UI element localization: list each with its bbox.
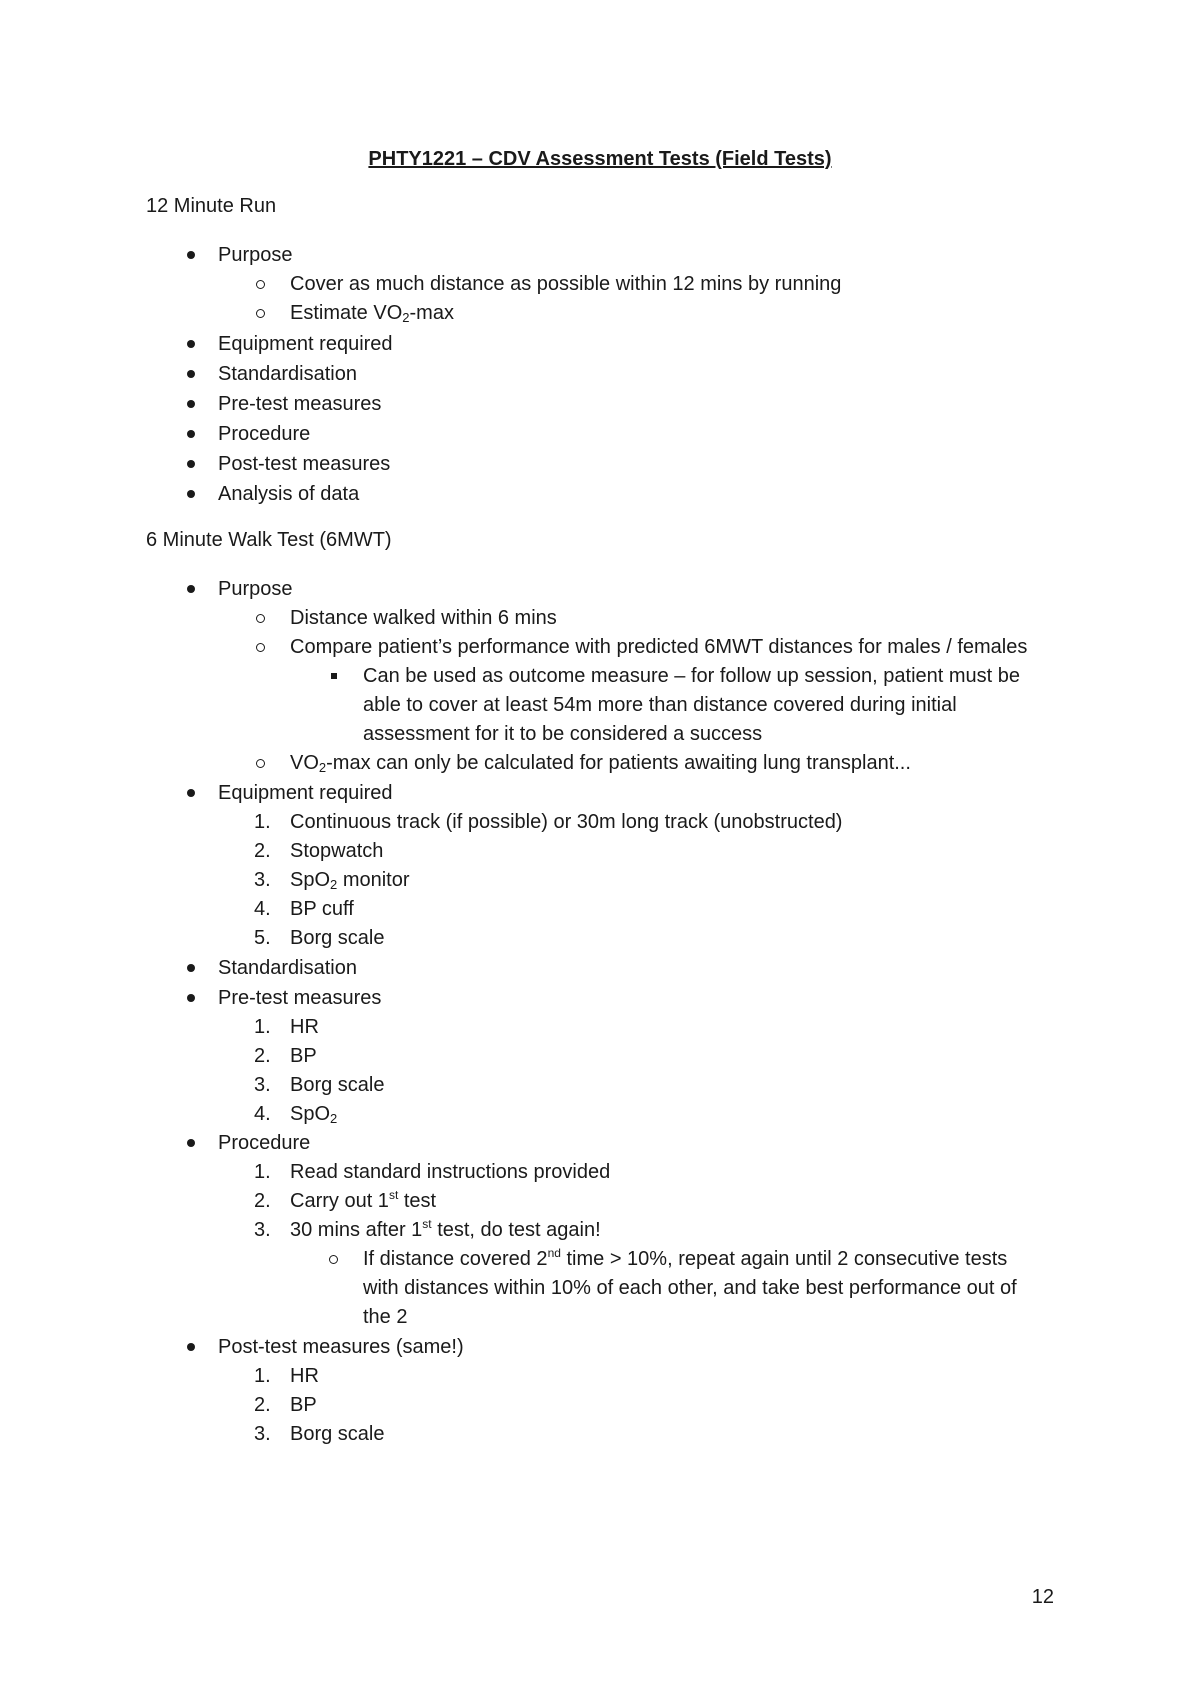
pretest-item-borg: Borg scale bbox=[290, 1074, 385, 1096]
list-number: 2. bbox=[254, 840, 271, 862]
equipment-item-spo2-monitor: SpO$_2$ monitor bbox=[290, 869, 410, 892]
list-number: 3. bbox=[254, 1074, 271, 1096]
procedure-item-first-test: Carry out 1st test bbox=[290, 1188, 437, 1212]
list-number: 5. bbox=[254, 927, 271, 949]
circle-bullet bbox=[329, 1255, 338, 1264]
repeat-line-3: the 2 bbox=[363, 1306, 408, 1328]
section-heading-6mwt: 6 Minute Walk Test (6MWT) bbox=[146, 529, 392, 551]
bullet bbox=[187, 1343, 195, 1351]
walk-equipment: Equipment required bbox=[218, 782, 393, 804]
list-number: 3. bbox=[254, 1423, 271, 1445]
bullet bbox=[187, 789, 195, 797]
pretest-item-spo2: SpO$_2$ bbox=[290, 1103, 338, 1126]
equipment-item-track: Continuous track (if possible) or 30m long track (unobstructed) bbox=[290, 811, 843, 833]
walk-procedure: Procedure bbox=[218, 1132, 311, 1154]
pretest-item-bp: BP bbox=[290, 1045, 317, 1067]
bullet bbox=[187, 340, 195, 348]
list-number: 2. bbox=[254, 1045, 271, 1067]
circle-bullet bbox=[256, 643, 265, 652]
list-number: 3. bbox=[254, 1219, 271, 1241]
run-purpose: Purpose bbox=[218, 244, 293, 266]
equipment-item-borg-scale: Borg scale bbox=[290, 927, 385, 949]
circle-bullet bbox=[256, 759, 265, 768]
circle-bullet bbox=[256, 280, 265, 289]
walk-standardisation: Standardisation bbox=[218, 957, 357, 979]
outcome-line-1: Can be used as outcome measure – for follow up session, patient must be bbox=[363, 665, 1021, 687]
page-title: PHTY1221 – CDV Assessment Tests (Field Tests) bbox=[368, 148, 832, 170]
run-item-standardisation: Standardisation bbox=[218, 363, 357, 385]
run-item-analysis: Analysis of data bbox=[218, 483, 360, 505]
outcome-line-3: assessment for it to be considered a success bbox=[363, 723, 763, 745]
list-number: 1. bbox=[254, 1161, 271, 1183]
list-number: 2. bbox=[254, 1394, 271, 1416]
list-number: 1. bbox=[254, 1016, 271, 1038]
pretest-item-hr: HR bbox=[290, 1016, 319, 1038]
bullet bbox=[187, 460, 195, 468]
bullet bbox=[187, 370, 195, 378]
run-item-equipment: Equipment required bbox=[218, 333, 393, 355]
procedure-item-repeat: 30 mins after 1st test, do test again! bbox=[290, 1217, 601, 1241]
repeat-line-2: with distances within 10% of each other, and take best performance out of bbox=[363, 1277, 1017, 1299]
run-purpose-item-1: Cover as much distance as possible within 12 mins by running bbox=[290, 273, 842, 295]
repeat-line-1: If distance covered 2nd time > 10%, repeat again until 2 consecutive tests bbox=[363, 1246, 1008, 1270]
circle-bullet bbox=[256, 309, 265, 318]
section-heading-12-minute-run: 12 Minute Run bbox=[146, 195, 277, 217]
walk-purpose-item-1: Distance walked within 6 mins bbox=[290, 607, 557, 629]
list-number: 3. bbox=[254, 869, 271, 891]
outcome-line-2: able to cover at least 54m more than distance covered during initial bbox=[363, 694, 957, 716]
walk-posttest: Post-test measures (same!) bbox=[218, 1336, 464, 1358]
run-purpose-item-2: Estimate $VO_2-\max$ bbox=[290, 302, 454, 325]
posttest-item-bp: BP bbox=[290, 1394, 317, 1416]
bullet bbox=[187, 994, 195, 1002]
posttest-item-borg: Borg scale bbox=[290, 1423, 385, 1445]
list-number: 4. bbox=[254, 1103, 271, 1125]
bullet bbox=[187, 964, 195, 972]
bullet bbox=[187, 585, 195, 593]
walk-vo2-note: $VO_2-\max$ can only be calculated for patients awaiting lung transplant... bbox=[290, 752, 911, 775]
page-number: 12 bbox=[1031, 1586, 1054, 1608]
list-number: 2. bbox=[254, 1190, 271, 1212]
list-number: 4. bbox=[254, 898, 271, 920]
equipment-item-stopwatch: Stopwatch bbox=[290, 840, 384, 862]
procedure-item-read: Read standard instructions provided bbox=[290, 1161, 611, 1183]
bullet bbox=[187, 490, 195, 498]
bullet bbox=[187, 400, 195, 408]
walk-purpose-item-2: Compare patient’s performance with predicted 6MWT distances for males / females bbox=[290, 636, 1028, 658]
bullet bbox=[187, 251, 195, 259]
run-item-posttest: Post-test measures bbox=[218, 453, 391, 475]
list-number: 1. bbox=[254, 811, 271, 833]
run-item-pretest: Pre-test measures bbox=[218, 393, 382, 415]
run-item-procedure: Procedure bbox=[218, 423, 311, 445]
bullet bbox=[187, 430, 195, 438]
walk-pretest: Pre-test measures bbox=[218, 987, 382, 1009]
circle-bullet bbox=[256, 614, 265, 623]
walk-purpose: Purpose bbox=[218, 578, 293, 600]
posttest-item-hr: HR bbox=[290, 1365, 319, 1387]
bullet bbox=[187, 1139, 195, 1147]
square-bullet bbox=[331, 673, 337, 679]
equipment-item-bp-cuff: BP cuff bbox=[290, 898, 354, 920]
list-number: 1. bbox=[254, 1365, 271, 1387]
